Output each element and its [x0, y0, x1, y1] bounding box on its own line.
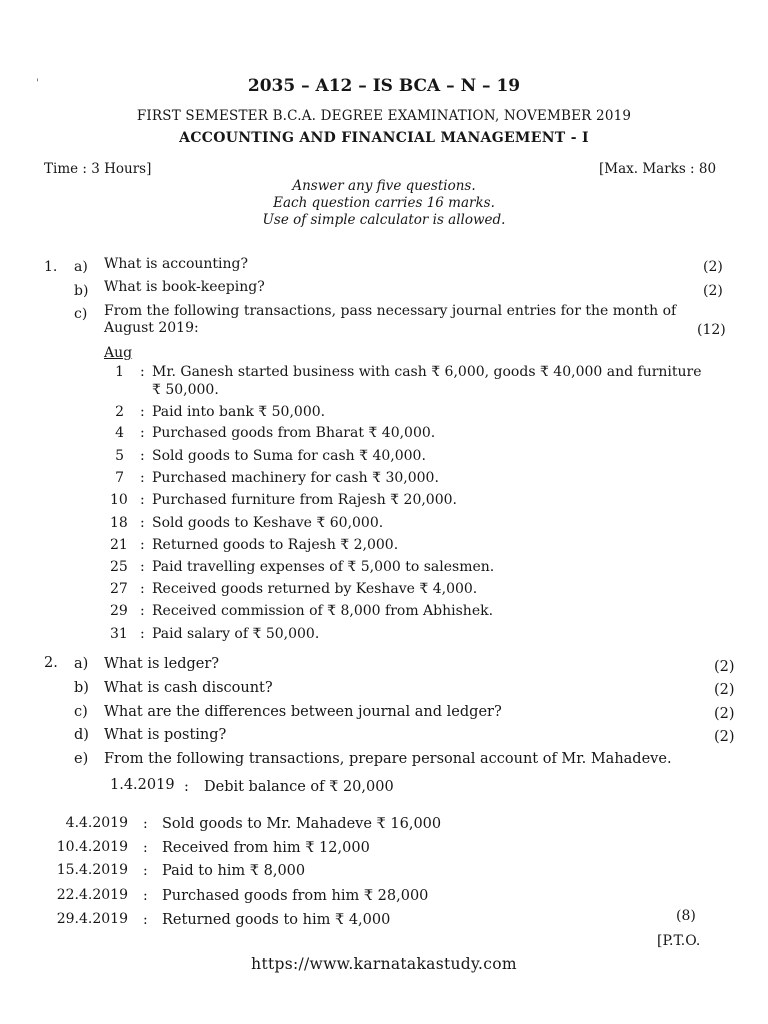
instruction-line: Answer any five questions.	[292, 178, 476, 194]
transaction-text: Paid salary of ₹ 50,000.	[152, 626, 320, 642]
subquestion-label: c)	[74, 306, 88, 322]
transaction-text: Sold goods to Mr. Mahadeve ₹ 16,000	[162, 816, 442, 832]
max-marks: [Max. Marks : 80	[599, 161, 717, 177]
transaction-date: 29.4.2019	[56, 911, 128, 927]
transaction-day: 1	[115, 364, 124, 380]
transaction-text: Received from him ₹ 12,000	[162, 840, 370, 856]
transaction-text-continued: ₹ 50,000.	[152, 382, 219, 398]
subquestion-label: e)	[74, 751, 89, 767]
transaction-separator: :	[140, 603, 145, 619]
transaction-separator: :	[140, 470, 145, 486]
subject-title: ACCOUNTING AND FINANCIAL MANAGEMENT - I	[179, 130, 589, 146]
transaction-date: 15.4.2019	[56, 862, 128, 878]
question-text: What is ledger?	[104, 656, 220, 672]
transaction-text: Paid into bank ₹ 50,000.	[152, 404, 326, 420]
transaction-day: 2	[115, 404, 124, 420]
marks-label: (2)	[714, 682, 735, 698]
instruction-line: Each question carries 16 marks.	[273, 195, 495, 211]
transaction-text: Paid to him ₹ 8,000	[162, 863, 306, 879]
question-text: What are the differences between journal and ledger?	[104, 704, 502, 720]
transaction-separator: :	[143, 912, 148, 928]
transaction-separator: :	[140, 404, 145, 420]
transaction-day: 29	[110, 603, 128, 619]
instruction-line: Use of simple calculator is allowed.	[262, 212, 506, 228]
marks-label: (2)	[703, 283, 723, 299]
footer-url[interactable]: https://www.karnatakastudy.com	[251, 955, 517, 973]
transaction-text: Purchased furniture from Rajesh ₹ 20,000.	[152, 492, 457, 508]
exam-title: FIRST SEMESTER B.C.A. DEGREE EXAMINATION, NOVEMBER 2019	[136, 108, 632, 124]
transaction-text: Purchased machinery for cash ₹ 30,000.	[152, 470, 439, 486]
question-text-continued: August 2019:	[104, 320, 199, 336]
question-text: What is cash discount?	[104, 680, 273, 696]
subquestion-label: d)	[74, 727, 89, 743]
subquestion-label: a)	[74, 259, 88, 275]
transaction-day: 31	[110, 626, 128, 642]
transaction-text: Received goods returned by Keshave ₹ 4,000.	[152, 581, 478, 597]
marks-label: (12)	[697, 322, 726, 338]
marks-label: (2)	[714, 706, 735, 722]
subquestion-label: c)	[74, 704, 88, 720]
transaction-separator: :	[140, 581, 145, 597]
transaction-day: 7	[115, 470, 124, 486]
transaction-day: 27	[110, 581, 128, 597]
marks-label: (2)	[714, 729, 735, 745]
question-text: What is posting?	[104, 727, 227, 743]
transaction-separator: :	[140, 364, 145, 380]
subquestion-label: b)	[74, 283, 89, 299]
transaction-day: 10	[110, 492, 128, 508]
transaction-separator: :	[140, 515, 145, 531]
marks-label: (2)	[714, 659, 735, 675]
subquestion-label: b)	[74, 680, 89, 696]
opening-balance: Debit balance of ₹ 20,000	[204, 779, 394, 795]
question-text: What is book-keeping?	[104, 279, 265, 295]
transaction-separator: :	[140, 626, 145, 642]
margin-mark: '	[36, 78, 39, 89]
pto-label: [P.T.O.	[657, 933, 701, 949]
marks-label: (8)	[676, 908, 696, 924]
transaction-text: Purchased goods from him ₹ 28,000	[162, 888, 429, 904]
transaction-separator: :	[143, 816, 148, 832]
question-text: From the following transactions, pass necessary journal entries for the month of	[104, 303, 677, 319]
opening-date: 1.4.2019	[110, 777, 175, 793]
transaction-separator: :	[143, 863, 148, 879]
transaction-date: 4.4.2019	[65, 815, 128, 831]
marks-label: (2)	[703, 259, 723, 275]
transaction-separator: :	[143, 888, 148, 904]
opening-separator: :	[184, 779, 189, 795]
transaction-day: 4	[115, 425, 124, 441]
paper-code: 2035 – A12 – IS BCA – N – 19	[247, 76, 521, 96]
transaction-separator: :	[143, 840, 148, 856]
transaction-day: 21	[110, 537, 128, 553]
question-text: From the following transactions, prepare personal account of Mr. Mahadeve.	[104, 751, 672, 767]
transaction-text: Paid travelling expenses of ₹ 5,000 to salesmen.	[152, 559, 495, 575]
month-heading: Aug	[104, 345, 133, 361]
transaction-date: 22.4.2019	[56, 887, 128, 903]
transaction-text: Received commission of ₹ 8,000 from Abhishek.	[152, 603, 494, 619]
transaction-separator: :	[140, 492, 145, 508]
question-number: 1.	[44, 259, 58, 275]
transaction-day: 5	[115, 448, 124, 464]
transaction-day: 18	[110, 515, 128, 531]
subquestion-label: a)	[74, 656, 89, 672]
question-number: 2.	[44, 655, 58, 671]
time-allowed: Time : 3 Hours]	[44, 161, 152, 177]
transaction-text: Returned goods to Rajesh ₹ 2,000.	[152, 537, 399, 553]
transaction-text: Sold goods to Keshave ₹ 60,000.	[152, 515, 384, 531]
transaction-separator: :	[140, 537, 145, 553]
transaction-date: 10.4.2019	[56, 839, 128, 855]
transaction-text: Purchased goods from Bharat ₹ 40,000.	[152, 425, 436, 441]
transaction-text: Returned goods to him ₹ 4,000	[162, 912, 391, 928]
transaction-separator: :	[140, 559, 145, 575]
transaction-text: Mr. Ganesh started business with cash ₹ 6,000, goods ₹ 40,000 and furniture	[152, 364, 702, 380]
transaction-day: 25	[110, 559, 128, 575]
question-text: What is accounting?	[104, 256, 249, 272]
transaction-separator: :	[140, 425, 145, 441]
transaction-separator: :	[140, 448, 145, 464]
transaction-text: Sold goods to Suma for cash ₹ 40,000.	[152, 448, 426, 464]
